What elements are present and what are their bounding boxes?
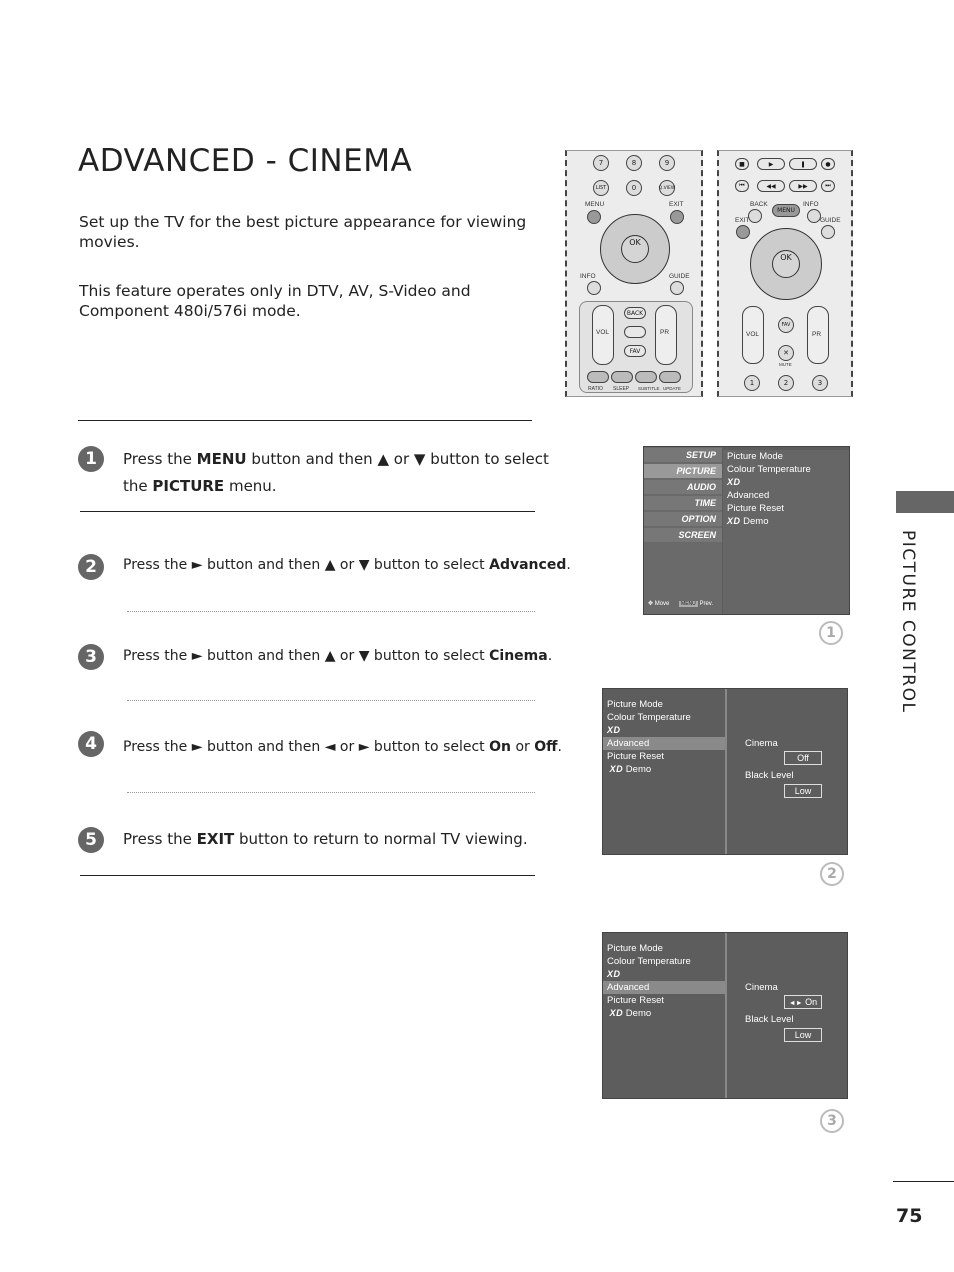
osd-item-column	[603, 698, 725, 776]
update-label: UPDATE	[663, 386, 681, 391]
osd-item-advanced: Advanced	[603, 737, 725, 750]
menu-label: MENU	[585, 201, 605, 208]
text: Press the	[123, 450, 197, 468]
osd-tab-setup: SETUP	[644, 448, 722, 462]
ok-button-icon: OK	[772, 250, 800, 278]
mute-button-icon: ✕	[778, 345, 794, 361]
section-label-text: PICTURE CONTROL	[898, 530, 918, 714]
ratio-button-icon	[587, 371, 609, 383]
figure-number-badge: 2	[820, 862, 844, 886]
osd-item-column	[603, 942, 725, 1020]
text: Press the	[123, 739, 192, 755]
intro-line: Component 480i/576i mode.	[79, 302, 301, 320]
right-arrow-icon: ►	[191, 557, 203, 573]
text: button to select	[369, 648, 490, 664]
cinema-label: Cinema	[745, 738, 778, 749]
dotted-divider	[127, 792, 535, 793]
guide-label: GUIDE	[669, 273, 690, 280]
black-level-label: Black Level	[745, 1014, 794, 1025]
osd-item-column	[723, 450, 849, 614]
divider	[80, 875, 535, 876]
intro-paragraph-2	[79, 281, 471, 321]
down-arrow-icon: ▼	[358, 557, 370, 573]
menu-button-icon	[587, 210, 601, 224]
step-number: 5	[78, 827, 104, 853]
remote-key-0: 0	[626, 180, 642, 196]
column-divider	[725, 689, 727, 854]
black-level-label: Black Level	[745, 770, 794, 781]
black-level-value: Low	[784, 784, 822, 798]
blank-button-icon	[624, 326, 646, 338]
osd-item-picture-reset: Picture Reset	[607, 995, 665, 1006]
xd-logo: XD	[727, 516, 741, 526]
text: button to return to normal TV viewing.	[234, 830, 528, 848]
text: button to select	[369, 739, 490, 755]
right-arrow-icon: ►	[191, 648, 203, 664]
exit-button-icon	[670, 210, 684, 224]
cinema-label: Cinema	[745, 982, 778, 993]
left-right-arrows-icon: ◄►	[788, 1000, 803, 1007]
column-divider	[725, 933, 727, 1098]
text: or	[335, 739, 359, 755]
remote-control-1	[565, 150, 703, 397]
back-button-icon	[748, 209, 762, 223]
xd-logo: XD	[609, 1008, 624, 1018]
keyword-menu: MENU	[196, 450, 247, 468]
osd-item-xd-demo	[603, 763, 725, 776]
text: menu.	[224, 477, 277, 495]
intro-paragraph-1	[79, 212, 526, 252]
record-button-icon: ●	[821, 158, 835, 170]
rewind-button-icon: ◀◀	[757, 180, 785, 192]
exit-label: EXIT	[669, 201, 684, 208]
subtitle-label: SUBTITLE	[638, 386, 660, 391]
figure-number-badge: 1	[819, 621, 843, 645]
osd-item-picture-mode: Picture Mode	[607, 699, 663, 710]
remote-key-qview: Q.VIEW	[659, 180, 675, 196]
info-button-icon	[807, 209, 821, 223]
intro-line: movies.	[79, 233, 140, 251]
pause-button-icon: ❚	[789, 158, 817, 170]
pr-label: PR	[660, 329, 670, 336]
step-3-text	[123, 643, 552, 670]
osd-tab-time: TIME	[644, 496, 722, 510]
ratio-label: RATIO	[588, 386, 603, 392]
down-arrow-icon: ▼	[413, 450, 426, 468]
exit-button-icon	[736, 225, 750, 239]
text: button and then	[246, 450, 378, 468]
keyword-advanced: Advanced	[489, 557, 567, 573]
info-button-icon	[587, 281, 601, 295]
move-icon: ✥	[648, 601, 654, 607]
info-label: INFO	[580, 273, 596, 280]
down-arrow-icon: ▼	[358, 648, 370, 664]
vol-label: VOL	[746, 331, 760, 338]
osd-footer	[648, 600, 713, 607]
subtitle-button-icon	[635, 371, 657, 383]
prev-button-icon: ⏮	[735, 180, 749, 192]
remote-key-9: 9	[659, 155, 675, 171]
right-arrow-icon: ►	[358, 739, 370, 755]
text: or	[335, 557, 359, 573]
footer-menu-key: MENU	[681, 601, 696, 607]
osd-menu-2	[602, 688, 848, 855]
remote-control-2	[717, 150, 853, 397]
remote-key-3: 3	[812, 375, 828, 391]
osd-menu-1	[643, 446, 850, 615]
guide-button-icon	[670, 281, 684, 295]
step-number: 4	[78, 731, 104, 757]
page-number-rule	[893, 1181, 954, 1182]
divider	[80, 511, 535, 512]
remote-key-2: 2	[778, 375, 794, 391]
osd-menu-3	[602, 932, 848, 1099]
up-arrow-icon: ▲	[377, 450, 390, 468]
fav-button-icon: FAV	[778, 317, 794, 333]
osd-item-xd-demo	[603, 1007, 725, 1020]
black-level-value: Low	[784, 1028, 822, 1042]
step-4-text	[123, 734, 562, 761]
fav-button-icon: FAV	[624, 345, 646, 357]
osd-tab-option: OPTION	[644, 512, 722, 526]
vol-label: VOL	[596, 329, 610, 336]
osd-item-xd: XD	[607, 725, 621, 735]
remote-key-8: 8	[626, 155, 642, 171]
step-number: 1	[78, 446, 104, 472]
demo-label: Demo	[743, 516, 769, 527]
cinema-value	[784, 995, 822, 1009]
remote-key-7: 7	[593, 155, 609, 171]
footer-prev-label: Prev.	[699, 601, 714, 607]
mute-label: MUTE	[779, 362, 792, 367]
cinema-value: Off	[784, 751, 822, 765]
back-label: BACK	[750, 201, 768, 208]
figure-number-badge: 3	[820, 1109, 844, 1133]
keyword-on: On	[489, 739, 511, 755]
keyword-cinema: Cinema	[489, 648, 548, 664]
osd-item-xd: XD	[727, 477, 741, 487]
pr-label: PR	[812, 331, 822, 338]
osd-item-picture-reset: Picture Reset	[607, 751, 665, 762]
osd-item-picture-mode: Picture Mode	[727, 451, 783, 462]
ok-button-icon: OK	[621, 235, 649, 263]
osd-item-picture-mode: Picture Mode	[607, 943, 663, 954]
text: button and then	[202, 648, 325, 664]
step-2-text	[123, 552, 571, 579]
remote-key-1: 1	[744, 375, 760, 391]
guide-label: GUIDE	[820, 217, 841, 224]
text: Press the	[123, 648, 192, 664]
text: button to select	[369, 557, 490, 573]
back-button-icon: BACK	[624, 307, 646, 319]
text: Press the	[123, 830, 197, 848]
text: or	[335, 648, 359, 664]
fastforward-button-icon: ▶▶	[789, 180, 817, 192]
osd-item-picture-reset: Picture Reset	[727, 503, 785, 514]
page-number: 75	[896, 1205, 923, 1227]
menu-button-icon: MENU	[772, 204, 800, 217]
intro-line: This feature operates only in DTV, AV, S-Video and	[79, 282, 471, 300]
intro-line: Set up the TV for the best picture appearance for viewing	[79, 213, 527, 231]
next-button-icon: ⏭	[821, 180, 835, 192]
osd-item-xd: XD	[607, 969, 621, 979]
cinema-value-text: On	[805, 997, 818, 1007]
keyword-exit: EXIT	[196, 830, 235, 848]
right-arrow-icon: ►	[191, 739, 203, 755]
osd-item-colour-temperature: Colour Temperature	[727, 464, 811, 475]
up-arrow-icon: ▲	[324, 648, 336, 664]
stop-button-icon: ■	[735, 158, 749, 170]
text: or	[389, 450, 414, 468]
osd-tab-audio: AUDIO	[644, 480, 722, 494]
osd-item-xd-demo	[723, 515, 849, 528]
up-arrow-icon: ▲	[324, 557, 336, 573]
exit-label: EXIT	[735, 217, 750, 224]
step-number: 3	[78, 644, 104, 670]
osd-item-advanced: Advanced	[727, 490, 770, 501]
keyword-off: Off	[534, 739, 558, 755]
divider	[78, 420, 532, 421]
text: .	[566, 557, 571, 573]
sleep-label: SLEEP	[613, 386, 630, 392]
footer-move-label: Move	[654, 601, 670, 607]
demo-label: Demo	[625, 1008, 652, 1019]
text: or	[511, 739, 535, 755]
guide-button-icon	[821, 225, 835, 239]
text: button and then	[202, 739, 325, 755]
page-title: ADVANCED - CINEMA	[78, 143, 413, 179]
osd-tab-picture: PICTURE	[644, 464, 722, 478]
text: the	[123, 477, 153, 495]
dotted-divider	[127, 700, 535, 701]
demo-label: Demo	[625, 764, 652, 775]
update-button-icon	[659, 371, 681, 383]
osd-item-advanced: Advanced	[603, 981, 725, 994]
text: Press the	[123, 557, 192, 573]
text: button and then	[202, 557, 325, 573]
keyword-picture: PICTURE	[152, 477, 225, 495]
osd-item-colour-temperature: Colour Temperature	[607, 956, 691, 967]
step-5-text	[123, 826, 528, 853]
step-1-text	[123, 446, 549, 500]
xd-logo: XD	[609, 764, 624, 774]
step-number: 2	[78, 554, 104, 580]
osd-tab-column	[644, 447, 722, 614]
section-tab	[896, 491, 954, 513]
left-arrow-icon: ◄	[324, 739, 336, 755]
remote-key-list: LIST	[593, 180, 609, 196]
dotted-divider	[127, 611, 535, 612]
text: .	[557, 739, 562, 755]
text: button to select	[425, 450, 549, 468]
info-label: INFO	[803, 201, 819, 208]
play-button-icon: ▶	[757, 158, 785, 170]
text: .	[547, 648, 553, 664]
sleep-button-icon	[611, 371, 633, 383]
section-label	[888, 530, 928, 714]
osd-item-colour-temperature: Colour Temperature	[607, 712, 691, 723]
osd-tab-screen: SCREEN	[644, 528, 722, 542]
